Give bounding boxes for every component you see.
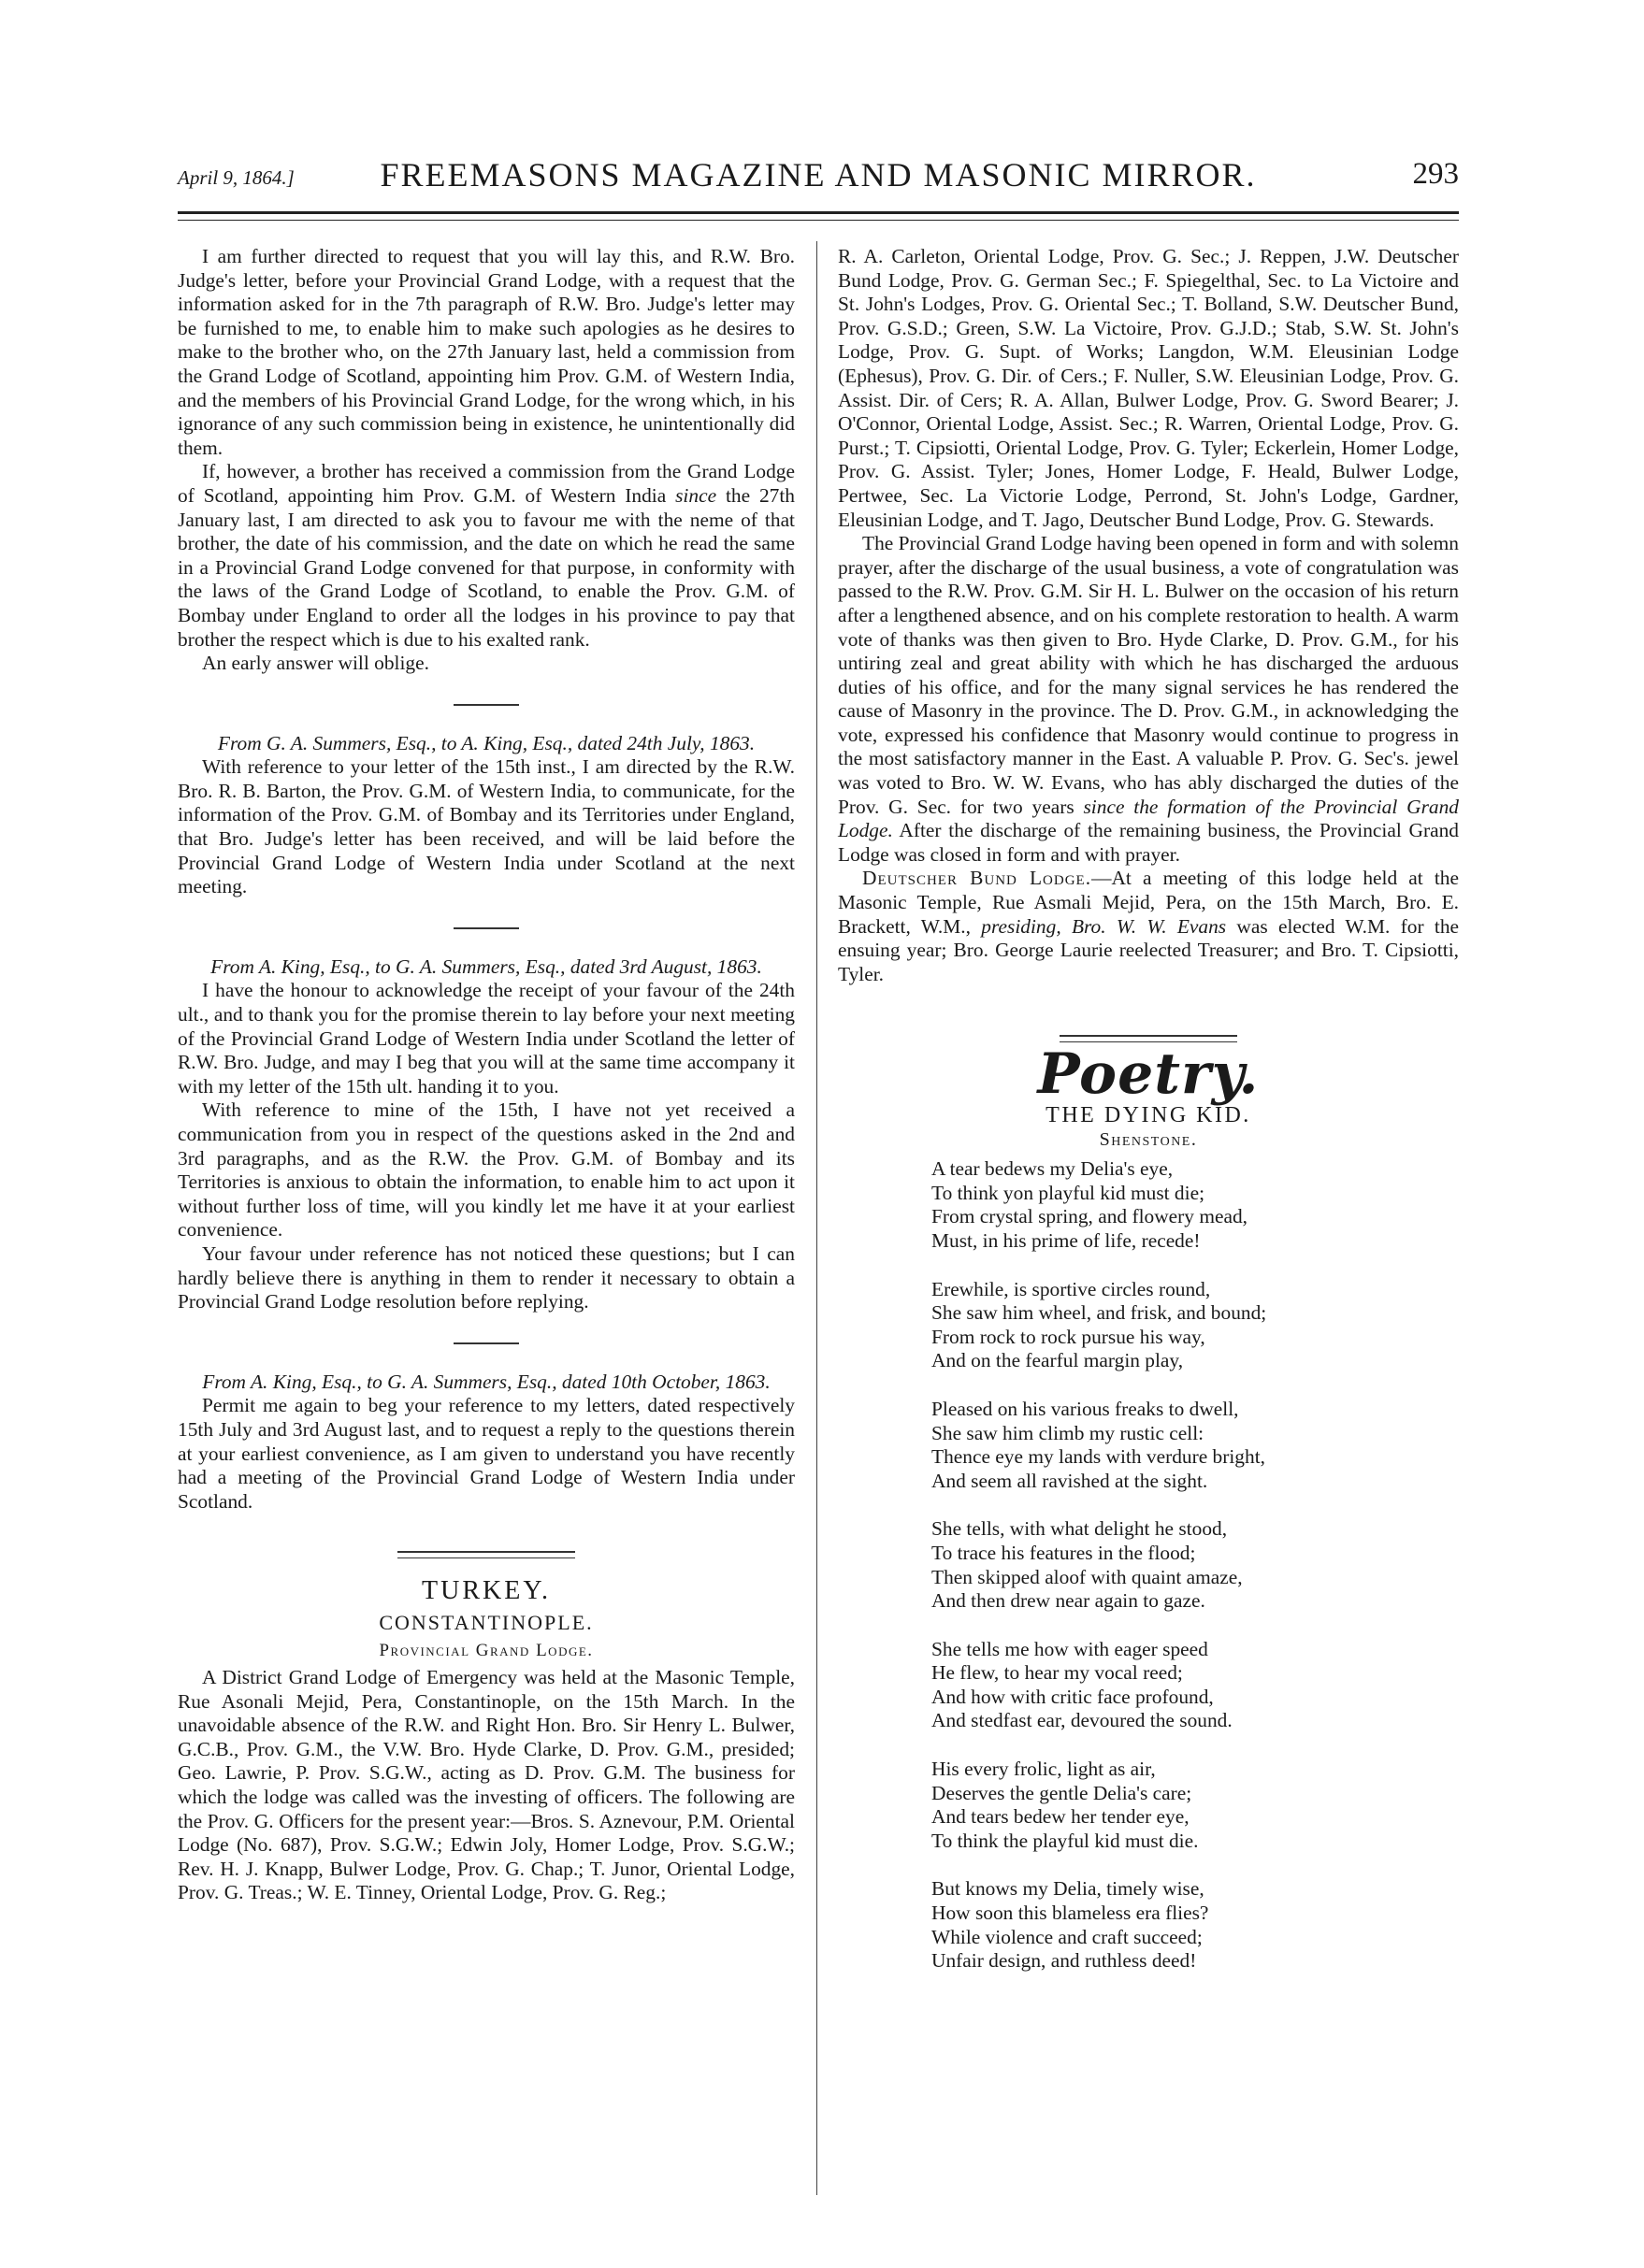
poem-line: And tears bedew her tender eye, (931, 1805, 1190, 1829)
poem-line: Must, in his prime of life, recede! (931, 1228, 1201, 1252)
poem-line: He flew, to hear my vocal reed; (931, 1661, 1183, 1685)
deutscher-bund-lodge-report: Deutscher Bund Lodge.—At a meeting of this lodge held at the Masonic Temple, Rue Asmali Mejid, Pera, on the 15th March, Bro. E. Brackett, W.M., presiding, Bro. W. W. Evans was elected W.M. for the ensuing year; Bro. George Laurie reelected Treasurer; and Bro. T. Cipsiotti, Tyler. (838, 867, 1460, 985)
poem-line: She tells, with what delight he stood, (931, 1517, 1228, 1541)
page-header (178, 155, 1459, 202)
poem-line: Erewhile, is sportive circles round, (931, 1277, 1211, 1300)
right-column (838, 245, 1459, 1998)
left-column (178, 245, 795, 1905)
section-subheading-provincial-grand-lodge: Provincial Grand Lodge. (379, 1640, 594, 1660)
header-rule (178, 211, 1459, 221)
poem-stanza (931, 1638, 1459, 1733)
poem-line: She saw him climb my rustic cell: (931, 1421, 1204, 1444)
poem-line: From crystal spring, and flowery mead, (931, 1205, 1248, 1228)
section-rule (397, 1551, 575, 1558)
poem-line: And stedfast ear, devoured the sound. (931, 1709, 1233, 1732)
poem-stanza (931, 1758, 1459, 1853)
poem-line: And on the fearful margin play, (931, 1349, 1184, 1372)
poem-line: Deserves the gentle Delia's care; (931, 1781, 1192, 1804)
letter1-paragraph-2: If, however, a brother has received a commission from the Grand Lodge of Scotland, appointing him Prov. G.M. of Western India since the 27th January last, I am directed to ask you to favour me with the neme of that brother, the date of his commission, and the date on which he read the same in a Provincial Grand Lodge convened for that purpose, in conformity with the laws of the Grand Lodge of Scotland, to enable the Prov. G.M. of Bombay under England to order all the lodges in his province to pay that brother the respect which is due to his exalted rank. (178, 460, 795, 651)
letter3-heading: From A. King, Esq., to G. A. Summers, Esq., dated 3rd August, 1863. (210, 955, 762, 978)
letter2-body: With reference to your letter of the 15th inst., I am directed by the R.W. Bro. R. B. Barton, the Prov. G.M. of Western India, to communicate, for the information of the Prov. G.M. of Bombay and its Territories under England, that Bro. Judge's letter has been received, and will be laid before the Provincial Grand Lodge of Western India under Scotland at the next meeting. (178, 755, 795, 898)
poetry-heading: Poetry. (1037, 1041, 1260, 1108)
poem-line: To think the playful kid must die. (931, 1829, 1199, 1852)
page-number: 293 (1412, 157, 1459, 191)
poem-stanza (931, 1157, 1459, 1253)
poem-stanza (931, 1278, 1459, 1373)
poem-line: She tells me how with eager speed (931, 1637, 1208, 1660)
separator-rule (454, 927, 519, 929)
poem-line: Pleased on his various freaks to dwell, (931, 1397, 1239, 1420)
poem-line: From rock to rock pursue his way, (931, 1325, 1205, 1348)
separator-rule (454, 1342, 519, 1344)
provincial-grand-lodge-report: The Provincial Grand Lodge having been opened in form and with solemn prayer, after the discharge of the usual business, a vote of congratulation was passed to the R.W. Prov. G.M. Sir H. L. Bulwer on the occasion of his return after a lengthened absence, and on his complete restoration to health. A warm vote of thanks was then given to Bro. Hyde Clarke, D. Prov. G.M., for his untiring zeal and great ability with which he has discharged the arduous duties of his office, and for the many signal services he has rendered the cause of Masonry in the province. The D. Prov. G.M., in acknowledging the vote, expressed his confidence that Masonry would continue to progress in the most satisfactory manner in the East. A valuable P. Prov. G. Sec's. jewel was voted to Bro. W. W. Evans, who has ably discharged the duties of the Prov. G. Sec. for two years since the formation of the Provincial Grand Lodge. After the discharge of the remaining business, the Provincial Grand Lodge was closed in form and with prayer. (838, 532, 1459, 866)
letter4-body: Permit me again to beg your reference to my letters, dated respectively 15th July and 3rd August last, and to request a reply to the questions therein at your earliest convenience, as I am given to understand you have recently had a meeting of the Provincial Grand Lodge of Western India under Scotland. (178, 1394, 795, 1513)
poem-line: Unfair design, and ruthless deed! (931, 1949, 1197, 1973)
column-divider (816, 241, 817, 2195)
letter1-paragraph-1: I am further directed to request that you will lay this, and R.W. Bro. Judge's letter, before your Provincial Grand Lodge, with a request that the information asked for in the 7th paragraph of R.W. Bro. Judge's letter may be furnished to me, to enable him to make such apologies as he desires to make to the brother who, on the 27th January last, held a commission from the Grand Lodge of Scotland, appointing him Prov. G.M. of Western India, and the members of his Provincial Grand Lodge, for the wrong which, in his ignorance of any such commission being in existence, he unintentionally did them. (178, 245, 795, 459)
letter3-paragraph-3: Your favour under reference has not noticed these questions; but I can hardly believe there is anything in them to render it necessary to obtain a Provincial Grand Lodge resolution before replying. (178, 1242, 795, 1313)
poem-stanza (931, 1398, 1459, 1493)
poem-line: But knows my Delia, timely wise, (931, 1877, 1204, 1901)
poem-line: How soon this blameless era flies? (931, 1902, 1209, 1925)
poem-line: While violence and craft succeed; (931, 1925, 1203, 1948)
poem-title: THE DYING KID. (1046, 1103, 1251, 1127)
poem-line: And then drew near again to gaze. (931, 1589, 1205, 1613)
header-date: April 9, 1864.] (178, 166, 295, 189)
poem-line: His every frolic, light as air, (931, 1758, 1156, 1781)
poem-line: Then skipped aloof with quaint amaze, (931, 1565, 1243, 1588)
masthead-title: FREEMASONS MAGAZINE AND MASONIC MIRROR. (380, 156, 1257, 194)
section-title-turkey: TURKEY. (422, 1576, 551, 1606)
letter2-heading: From G. A. Summers, Esq., to A. King, Esq., dated 24th July, 1863. (217, 731, 756, 754)
separator-rule (454, 704, 519, 706)
poem-author: Shenstone. (1099, 1128, 1198, 1150)
poem-line: To think yon playful kid must die; (931, 1181, 1205, 1204)
officers-list-continued: R. A. Carleton, Oriental Lodge, Prov. G. Sec.; J. Reppen, J.W. Deutscher Bund Lodge, Prov. G. German Sec.; F. Spiegelthal, Sec. to La Victoire and St. John's Lodges, Prov. G. Oriental Sec.; T. Bolland, S.W. Deutscher Bund, Prov. G.S.D.; Green, S.W. La Victoire, Prov. G.J.D.; Stab, S.W. St. John's Lodge, Prov. G. Supt. of Works; Langdon, W.M. Eleusinian Lodge (Ephesus), Prov. G. Dir. of Cers.; F. Nuller, S.W. Eleusinian Lodge, Prov. G. Assist. Dir. of Cers; R. A. Allan, Bulwer Lodge, Prov. G. Sword Bearer; J. O'Connor, Oriental Lodge, Assist. Sec.; R. Warren, Oriental Lodge, Prov. G. Purst.; T. Cipsiotti, Oriental Lodge, Prov. G. Tyler; Eckerlein, Homer Lodge, Prov. G. Assist. Tyler; Jones, Homer Lodge, F. Heald, Bulwer Lodge, Pertwee, Sec. La Victorie Lodge, Perrond, St. John's Lodge, Gardner, Eleusinian Lodge, and T. Jago, Deutscher Bund Lodge, Prov. G. Stewards. (838, 245, 1459, 531)
turkey-paragraph-1: A District Grand Lodge of Emergency was held at the Masonic Temple, Rue Asonali Mejid, Pera, Constantinople, on the 15th March. In the unavoidable absence of the R.W. and Right Hon. Bro. Sir Henry L. Bulwer, G.C.B., Prov. G.M., the V.W. Bro. Hyde Clarke, D. Prov. G.M., presided; Geo. Lawrie, P. Prov. S.G.W., acting as D. Prov. G.M. The business for which the lodge was called was the investing of officers. The following are the Prov. G. Officers for the present year:—Bros. S. Aznevour, P.M. Oriental Lodge (No. 687), Prov. S.G.W.; Edwin Joly, Homer Lodge, Prov. S.G.W.; Rev. H. J. Knapp, Bulwer Lodge, Prov. G. Chap.; T. Junor, Oriental Lodge, Prov. G. Treas.; W. E. Tinney, Oriental Lodge, Prov. G. Reg.; (178, 1666, 795, 1904)
poem-stanza (931, 1517, 1459, 1613)
poem-line: And how with critic face profound, (931, 1685, 1214, 1708)
poem-stanza (931, 1877, 1459, 1973)
poem-line: To trace his features in the flood; (931, 1541, 1196, 1564)
section-subtitle-constantinople: CONSTANTINOPLE. (379, 1610, 594, 1634)
letter3-paragraph-2: With reference to mine of the 15th, I have not yet received a communication from you in respect of the questions asked in the 2nd and 3rd paragraphs, and as the R.W. the Prov. G.M. of Bombay and its Territories is anxious to obtain the information, to enable him to act upon it without further loss of time, will you kindly let me have it at your earliest convenience. (178, 1098, 795, 1242)
letter1-closing: An early answer will oblige. (202, 652, 429, 675)
poem-line: Thence eye my lands with verdure bright, (931, 1445, 1265, 1469)
poem-line: And seem all ravished at the sight. (931, 1469, 1208, 1492)
poem-line: A tear bedews my Delia's eye, (931, 1157, 1174, 1181)
letter3-paragraph-1: I have the honour to acknowledge the receipt of your favour of the 24th ult., and to thank you for the promise therein to lay before your next meeting of the Provincial Grand Lodge of Western India under Scotland the letter of R.W. Bro. Judge, and may I beg that you will at the same time accompany it with my letter of the 15th ult. handing it to you. (178, 979, 795, 1098)
letter4-heading: From A. King, Esq., to G. A. Summers, Esq., dated 10th October, 1863. (202, 1370, 771, 1393)
poem-body (838, 1157, 1459, 1974)
poem-line: She saw him wheel, and frisk, and bound; (931, 1301, 1267, 1325)
